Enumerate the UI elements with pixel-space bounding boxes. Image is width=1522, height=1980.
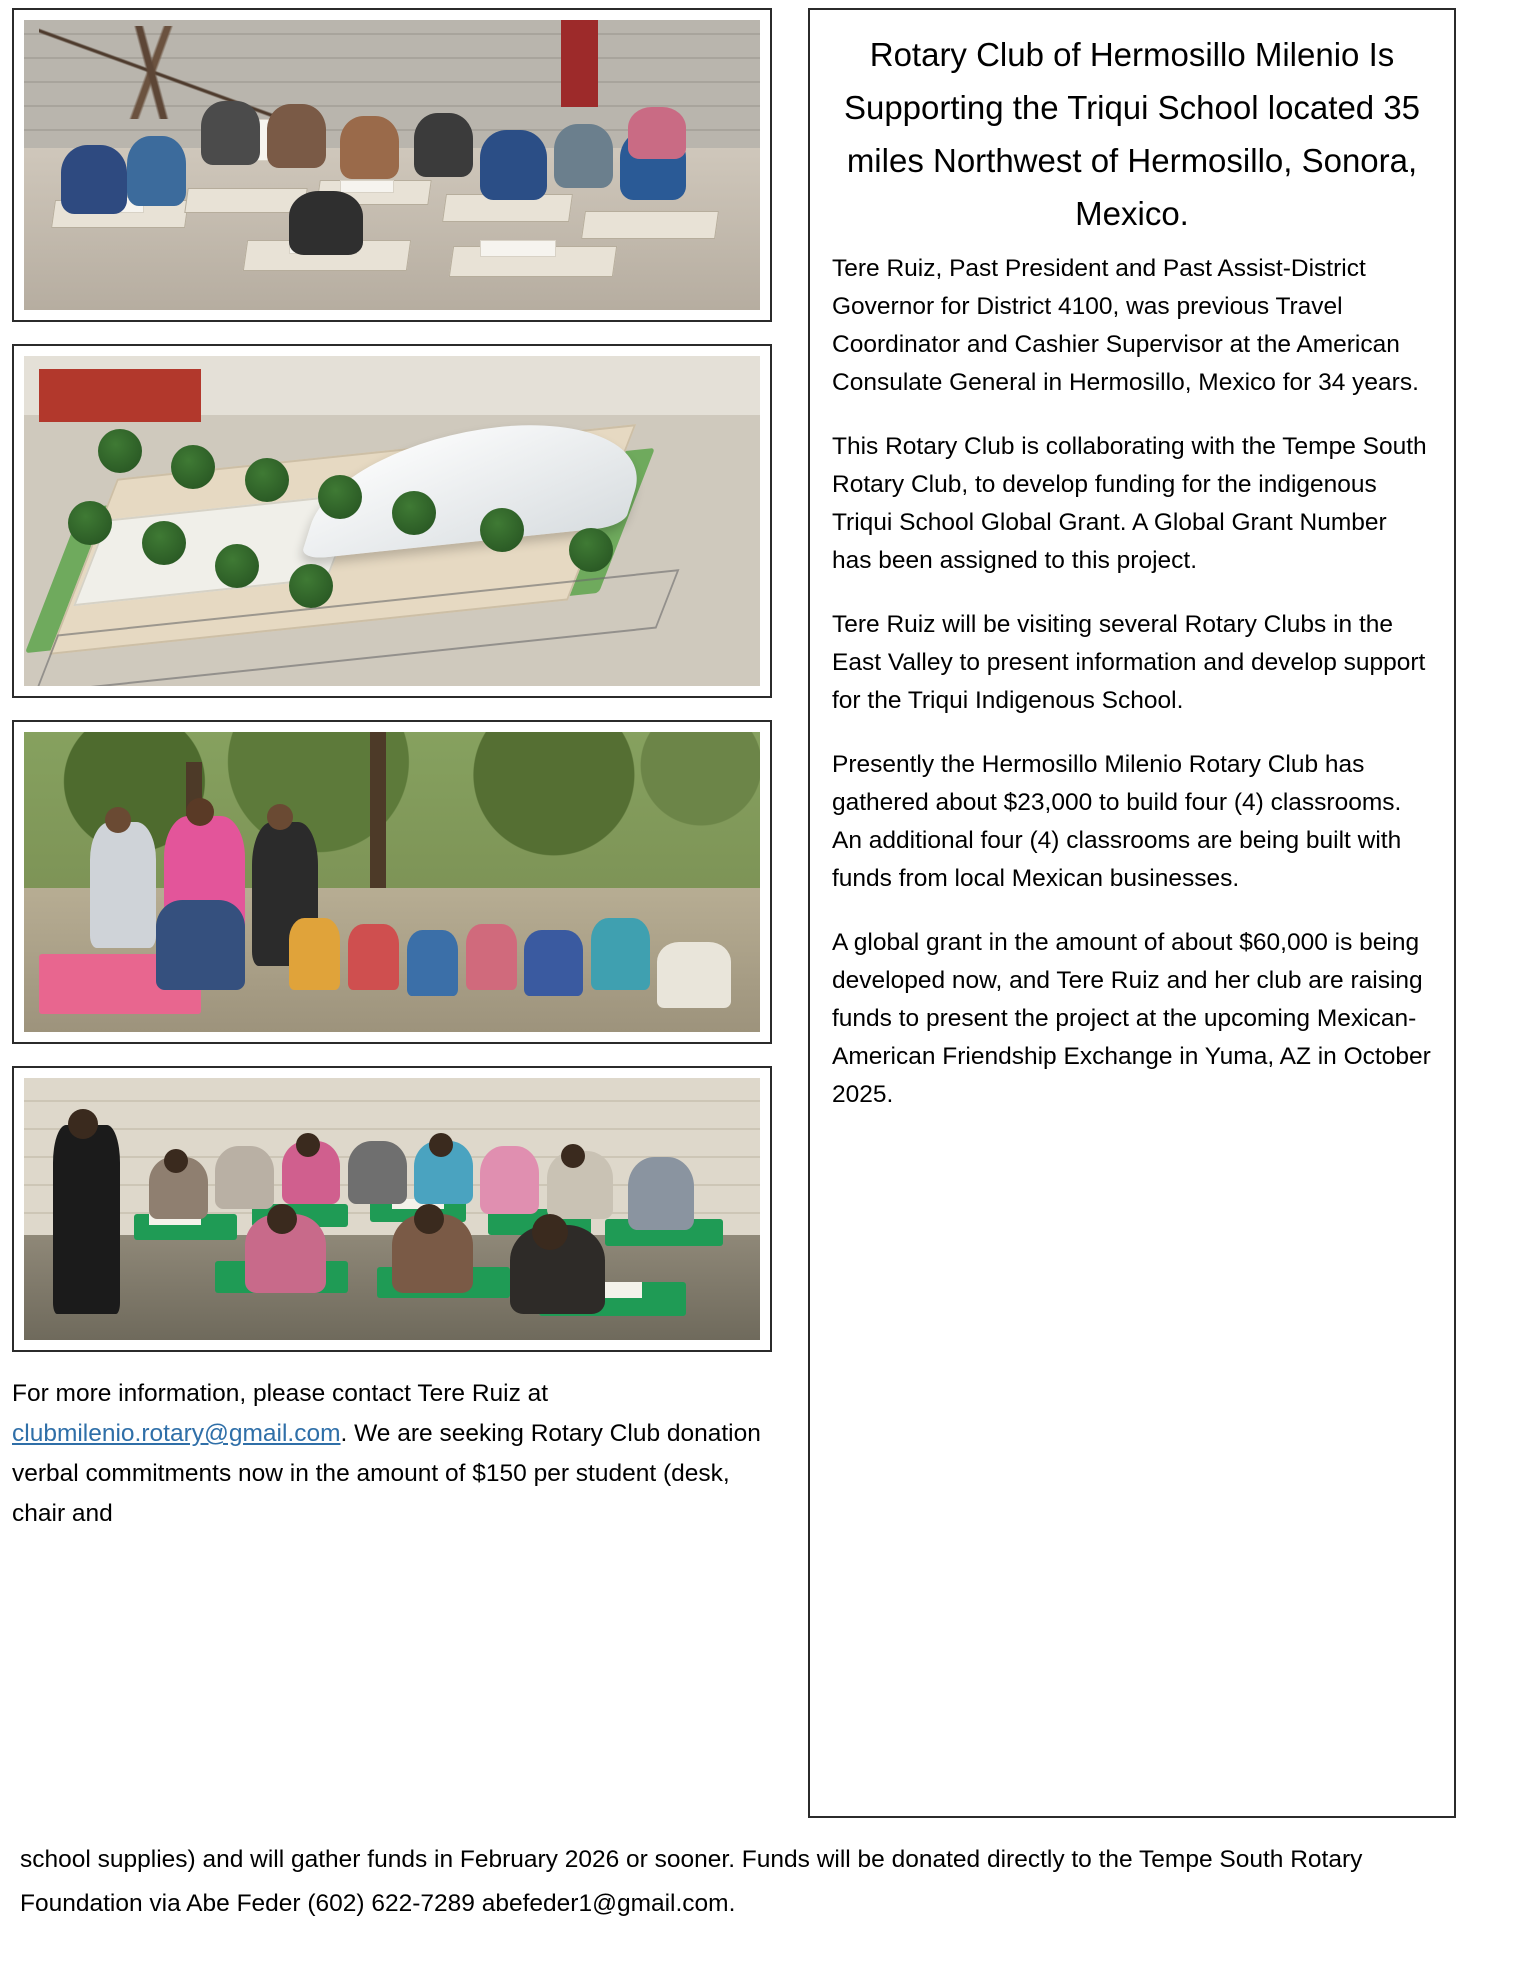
paragraph-1: Tere Ruiz, Past President and Past Assist-District Governor for District 4100, was previous Travel Coordinator and Cashier Supervisor at the American Consulate General in Hermosillo, Mexico for 34 years. [832, 255, 1419, 396]
contact-caption-pre: For more information, please contact Tere Ruiz at [12, 1380, 549, 1407]
paragraph-5: A global grant in the amount of about $60,000 is being developed now, and Tere Ruiz and her club are raising funds to present the project at the upcoming Mexican-American Friendship Exchange in Yuma, AZ in October 2025. [832, 929, 1431, 1108]
photo-frame-3 [12, 720, 772, 1044]
contact-caption-post: . We are seeking Rotary Club donation verbal commitments now in the amount of $150 per student (desk, chair and [12, 1420, 761, 1527]
photo-frame-4 [12, 1066, 772, 1352]
paragraph-3: Tere Ruiz will be visiting several Rotary Clubs in the East Valley to present information and develop support for the Triqui Indigenous School. [832, 611, 1426, 714]
contact-caption [12, 1374, 772, 1534]
photo-indoor-classroom-green-desks [24, 1078, 760, 1340]
paragraph-4: Presently the Hermosillo Milenio Rotary Club has gathered about $23,000 to build four (4) classrooms. An additional four (4) classrooms are being built with funds from local Mexican businesses. [832, 751, 1402, 892]
footer-text: school supplies) and will gather funds in February 2026 or sooner. Funds will be donated directly to the Tempe South Rotary Foundation via Abe Feder (602) 622-7289 abefeder1@gmail.com. [20, 1846, 1363, 1917]
photo-frame-2 [12, 344, 772, 698]
photo-volunteers-serving-food [24, 732, 760, 1032]
photo-outdoor-classroom-wooden-desks [24, 20, 760, 310]
paragraph-2: This Rotary Club is collaborating with the Tempe South Rotary Club, to develop funding for the indigenous Triqui School Global Grant. A Global Grant Number has been assigned to this project. [832, 433, 1427, 574]
photo-school-architectural-model [24, 356, 760, 686]
photo-frame-1 [12, 8, 772, 322]
photo-column [12, 8, 772, 1534]
page-title: Rotary Club of Hermosillo Milenio Is Supporting the Triqui School located 35 miles Northwest of Hermosillo, Sonora, Mexico. [843, 36, 1421, 232]
text-panel [808, 8, 1456, 1818]
email-link[interactable]: clubmilenio.rotary@gmail.com [12, 1420, 341, 1447]
